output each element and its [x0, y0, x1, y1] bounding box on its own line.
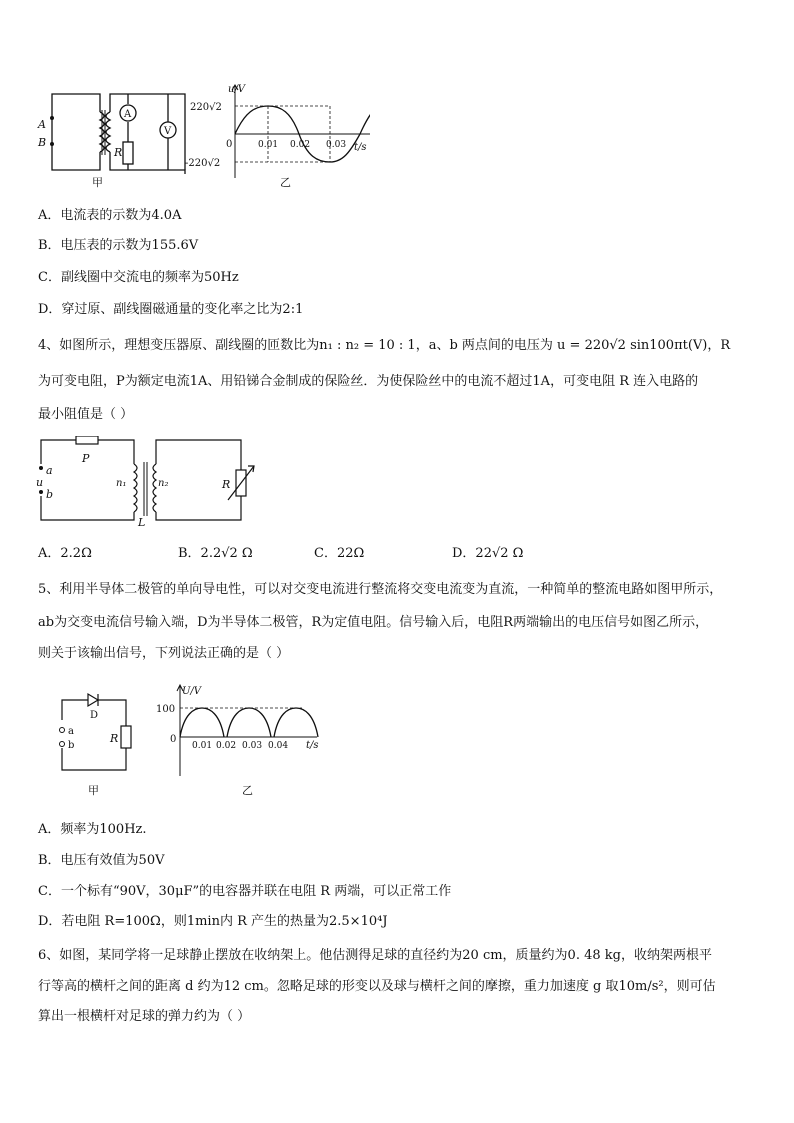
q6-stem-line3: 算出一根横杆对足球的弹力约为（ ）	[38, 1009, 251, 1024]
tick-0-03: 0.03	[242, 741, 263, 751]
y-max-label: 100	[156, 704, 176, 715]
figure-label-yi: 乙	[280, 176, 291, 189]
q5-option-a: A．频率为100Hz.	[38, 822, 147, 837]
input-a-label: a	[68, 726, 74, 737]
q4-stem-line2: 为可变电阻，P为额定电流1A、用铅锑合金制成的保险丝．为使保险丝中的电流不超过1A，可变电阻 R 连入电路的	[38, 374, 699, 389]
origin-label: 0	[170, 734, 177, 745]
x-axis-label: t/s	[354, 142, 367, 153]
input-b-label: b	[68, 740, 75, 751]
point-b-label: b	[46, 488, 54, 501]
y-axis-label: u/V	[228, 84, 246, 95]
y-max-label: 220√2	[190, 102, 222, 113]
terminal-A	[50, 116, 54, 120]
q6-stem-line1: 6、如图，某同学将一足球静止摆放在收纳架上。他估测得足球的直径约为20 cm，质量约为0. 48 kg，收纳架两根平	[38, 948, 712, 963]
q4-stem-line3: 最小阻值是（ ）	[38, 407, 134, 422]
x-axis-label: t/s	[306, 740, 319, 751]
resistor-label: R	[114, 146, 123, 159]
label-A: A	[38, 118, 46, 131]
q4-option-b: B．2.2√2 Ω	[178, 546, 253, 561]
tick-0-02: 0.02	[290, 140, 311, 150]
q5-stem-line3: 则关于该输出信号，下列说法正确的是（ ）	[38, 646, 290, 661]
point-a-label: a	[46, 464, 53, 477]
diode-label: D	[90, 710, 99, 721]
rectifier-figure	[52, 680, 332, 798]
q5-stem-line2: ab为交变电流信号输入端，D为半导体二极管，R为定值电阻。信号输入后，电阻R两端输出的电压信号如图乙所示，	[38, 615, 709, 630]
input-b	[60, 742, 65, 747]
q4-option-c: C．22Ω	[314, 546, 365, 561]
q5-option-d: D．若电阻 R=100Ω，则1min内 R 产生的热量为2.5×10⁴J	[38, 914, 388, 929]
tick-0-02: 0.02	[216, 741, 237, 751]
q4-stem-line1: 4、如图所示，理想变压器原、副线圈的匝数比为n₁ : n₂ = 10 : 1，a、b 两点间的电压为 u = 220√2 sin100πt(V)，R	[38, 338, 731, 353]
resistor-label: R	[110, 732, 119, 745]
n1-label: n₁	[116, 478, 127, 489]
y-axis-label: U/V	[182, 686, 202, 697]
q4-option-a: A．2.2Ω	[38, 546, 92, 561]
voltmeter-label: V	[164, 126, 172, 137]
terminal-b	[39, 490, 43, 494]
tick-0-01: 0.01	[192, 741, 213, 751]
transformer-figure	[30, 82, 370, 192]
figure-label-yi: 乙	[242, 784, 253, 797]
figure-label-jia: 甲	[92, 176, 103, 189]
q3-option-c: C．副线圈中交流电的频率为50Hz	[38, 270, 239, 285]
q5-option-c: C．一个标有“90V，30μF”的电容器并联在电阻 R 两端，可以正常工作	[38, 884, 452, 899]
tick-0-04: 0.04	[268, 741, 289, 751]
q3-option-d: D．穿过原、副线圈磁通量的变化率之比为2:1	[38, 302, 304, 317]
q4-option-d: D．22√2 Ω	[452, 546, 524, 561]
voltage-label: u	[36, 476, 44, 489]
fuse-transformer-figure	[36, 436, 276, 528]
q3-option-a: A．电流表的示数为4.0A	[38, 208, 182, 223]
q5-option-b: B．电压有效值为50V	[38, 853, 165, 868]
tick-0-01: 0.01	[258, 140, 279, 150]
q3-option-b: B．电压表的示数为155.6V	[38, 238, 199, 253]
origin-label: 0	[226, 139, 233, 150]
rectified-graph	[177, 685, 318, 776]
input-a	[60, 728, 65, 733]
q6-stem-line2: 行等高的横杆之间的距离 d 约为12 cm。忽略足球的形变以及球与横杆之间的摩擦，重力加速度 g 取10m/s²，则可估	[38, 979, 716, 994]
q5-stem-line1: 5、利用半导体二极管的单向导电性，可以对交变电流进行整流将交变电流变为直流，一种简单的整流电路如图甲所示，	[38, 582, 723, 597]
fuse-label: P	[82, 452, 90, 465]
ammeter-label: A	[124, 109, 132, 120]
terminal-B	[50, 142, 54, 146]
core-label: L	[138, 516, 146, 528]
n2-label: n₂	[158, 478, 169, 489]
sine-graph	[232, 85, 370, 178]
figure-label-jia: 甲	[88, 784, 99, 797]
terminal-a	[39, 466, 43, 470]
variable-resistor-label: R	[222, 478, 231, 491]
y-min-label: -220√2	[185, 158, 221, 169]
label-B: B	[38, 136, 47, 149]
tick-0-03: 0.03	[326, 140, 347, 150]
